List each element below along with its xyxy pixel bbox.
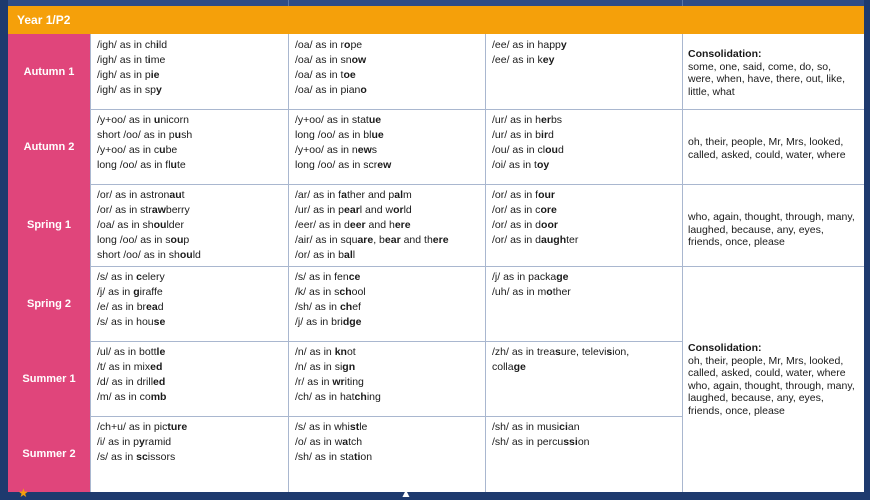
phoneme-line: short /oo/ as in should [97,249,201,261]
tricky-words-list: some, one, said, come, do, so, were, when, have, there, out, like, little, what [688,60,846,98]
row-divider [682,266,864,267]
phonics-table [8,6,864,492]
phoneme-line: /ar/ as in father and palm [295,189,412,201]
phoneme-line: /air/ as in square, bear and there [295,234,449,246]
phoneme-line: /oa/ as in rope [295,39,363,51]
term-label: Autumn 2 [8,109,90,184]
phoneme-cell [90,341,288,416]
consolidation-heading: Consolidation: [688,342,762,354]
phoneme-line: /oa/ as in toe [295,69,356,81]
term-label: Spring 2 [8,266,90,341]
phoneme-line: /igh/ as in time [97,54,166,66]
phoneme-cell [485,184,682,266]
phoneme-cell [90,34,288,109]
phoneme-cell [288,341,485,416]
phoneme-line: /or/ as in ball [295,249,356,261]
phoneme-line: /oi/ as in toy [492,159,550,171]
phoneme-line: /zh/ as in treasure, television, [492,346,630,358]
phoneme-line: /k/ as in school [295,286,366,298]
tricky-words-cell [682,266,864,492]
phoneme-line: /igh/ as in child [97,39,168,51]
phoneme-line: /ur/ as in bird [492,129,554,141]
phoneme-line: /y+oo/ as in cube [97,144,178,156]
phoneme-line: /sh/ as in musician [492,421,580,433]
phoneme-cell [288,184,485,266]
phoneme-line: /s/ as in celery [97,271,165,283]
phoneme-line: /e/ as in bread [97,301,164,313]
row-divider [682,184,864,185]
phoneme-line: /uh/ as in mother [492,286,571,298]
phoneme-line: /sh/ as in station [295,451,373,463]
phoneme-line: /i/ as in pyramid [97,436,172,448]
phoneme-cell [90,266,288,341]
phoneme-line: /n/ as in sign [295,361,356,373]
phoneme-line: /or/ as in strawberry [97,204,190,216]
phoneme-line: collage [492,361,526,373]
phoneme-line: /j/ as in giraffe [97,286,163,298]
phoneme-line: /ee/ as in key [492,54,555,66]
phoneme-line: /oa/ as in piano [295,84,367,96]
phoneme-line: /oa/ as in snow [295,54,367,66]
phoneme-line: /n/ as in knot [295,346,356,358]
bottom-strip [0,492,870,498]
row-divider [682,109,864,110]
phoneme-line: /s/ as in fence [295,271,361,283]
tricky-words-cell [682,34,864,109]
tricky-words-cell [682,109,864,184]
tricky-words-list: oh, their, people, Mr, Mrs, looked, called, asked, could, water, where who, again, thought, through, many, laughed, because, any, eyes, friends, once, please [688,354,855,417]
phoneme-line: /ou/ as in cloud [492,144,564,156]
phoneme-line: /igh/ as in spy [97,84,162,96]
phoneme-line: /y+oo/ as in news [295,144,378,156]
phoneme-line: /or/ as in daughter [492,234,579,246]
phoneme-line: /ul/ as in bottle [97,346,166,358]
phoneme-line: /ch/ as in hatching [295,391,381,403]
phoneme-line: /sh/ as in chef [295,301,361,313]
phoneme-line: /j/ as in package [492,271,569,283]
phoneme-line: long /oo/ as in blue [295,129,384,141]
phoneme-cell [90,416,288,492]
phoneme-line: /ur/ as in herbs [492,114,563,126]
phoneme-cell [485,341,682,416]
phoneme-line: /or/ as in core [492,204,557,216]
term-label: Autumn 1 [8,34,90,109]
phoneme-line: /igh/ as in pie [97,69,160,81]
phoneme-line: /ee/ as in happy [492,39,567,51]
phoneme-cell [288,34,485,109]
phoneme-line: long /oo/ as in flute [97,159,186,171]
phoneme-cell [90,184,288,266]
row-divider [90,341,682,342]
phoneme-line: /or/ as in four [492,189,556,201]
term-label: Summer 1 [8,341,90,416]
phoneme-cell [485,266,682,341]
consolidation-heading: Consolidation: [688,48,762,60]
phoneme-line: /s/ as in scissors [97,451,176,463]
phoneme-line: /oa/ as in shoulder [97,219,184,231]
column-divider [485,34,486,492]
phoneme-cell [485,416,682,492]
year-title: Year 1/P2 [8,6,864,34]
phoneme-line: /s/ as in house [97,316,166,328]
phoneme-cell [288,266,485,341]
column-divider [90,34,91,492]
term-label: Spring 1 [8,184,90,266]
phoneme-line: /d/ as in drilled [97,376,166,388]
phoneme-cell [288,109,485,184]
phoneme-line: /s/ as in whistle [295,421,368,433]
phoneme-line: long /oo/ as in screw [295,159,392,171]
phoneme-line: /t/ as in mixed [97,361,163,373]
phoneme-line: /r/ as in writing [295,376,364,388]
tricky-words-list: oh, their, people, Mr, Mrs, looked, called, asked, could, water, where [688,136,846,161]
phoneme-line: /eer/ as in deer and here [295,219,411,231]
phoneme-line: /j/ as in bridge [295,316,362,328]
row-divider [90,416,682,417]
phoneme-line: short /oo/ as in push [97,129,193,141]
phoneme-line: /sh/ as in percussion [492,436,590,448]
term-label: Summer 2 [8,416,90,492]
tricky-words-cell [682,184,864,266]
star-icon: ★ [18,486,29,500]
tricky-words-list: who, again, thought, through, many, laughed, because, any, eyes, friends, once, please [688,211,855,248]
phoneme-cell [288,416,485,492]
column-divider [288,34,289,492]
phoneme-line: /y+oo/ as in unicorn [97,114,189,126]
phoneme-line: /ch+u/ as in picture [97,421,188,433]
phoneme-line: /m/ as in comb [97,391,167,403]
phoneme-line: /o/ as in watch [295,436,363,448]
phoneme-line: /or/ as in astronaut [97,189,185,201]
phoneme-line: /or/ as in door [492,219,558,231]
phoneme-cell [485,109,682,184]
phoneme-cell [90,109,288,184]
phoneme-line: long /oo/ as in soup [97,234,190,246]
phoneme-line: /y+oo/ as in statue [295,114,382,126]
star-icon: ▲ [400,486,412,500]
phoneme-cell [485,34,682,109]
phoneme-line: /ur/ as in pearl and world [295,204,412,216]
